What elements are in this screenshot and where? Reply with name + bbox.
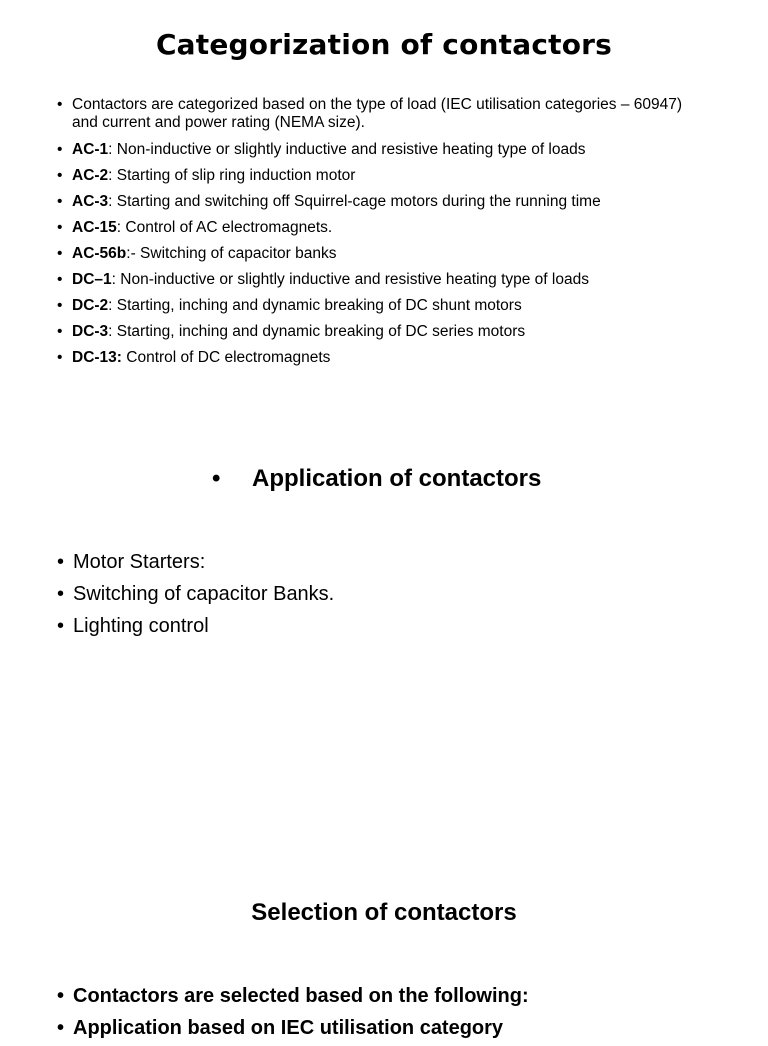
list-item — [56, 322, 696, 341]
category-description: : Non-inductive or slightly inductive and resistive heating type of loads — [111, 271, 589, 288]
list-item — [56, 270, 696, 289]
selection-list — [56, 982, 736, 1046]
list-item — [56, 296, 696, 315]
category-code: AC-2 — [72, 167, 109, 184]
category-description: : Non-inductive or slightly inductive and resistive heating type of loads — [108, 141, 586, 158]
list-item — [56, 140, 696, 159]
category-code: AC-56b — [72, 245, 127, 262]
list-item — [56, 166, 696, 185]
category-description: :- Switching of capacitor banks — [126, 245, 337, 262]
category-description: : Control of AC electromagnets. — [116, 219, 333, 236]
application-list — [56, 548, 696, 644]
category-code: AC-15 — [72, 219, 117, 236]
page-title: Categorization of contactors — [155, 28, 613, 61]
list-item: • Switching of capacitor Banks. — [56, 580, 696, 608]
list-item: • Motor Starters: — [56, 548, 696, 576]
list-item: • Contactors are selected based on the following: — [56, 982, 736, 1010]
list-item — [56, 96, 696, 132]
category-code: DC-3 — [72, 323, 109, 340]
list-item: • Lighting control — [56, 612, 696, 640]
category-description: Control of DC electromagnets — [121, 349, 331, 366]
application-heading — [212, 465, 541, 493]
categorization-list — [56, 96, 696, 374]
category-description: : Starting and switching off Squirrel-cage motors during the running time — [108, 193, 601, 210]
intro-text: Contactors are categorized based on the type of load (IEC utilisation categories – 60947) and current and power rating (NEMA size). — [72, 96, 683, 131]
list-item — [56, 244, 696, 263]
list-item — [56, 192, 696, 211]
selection-heading: Selection of contactors — [251, 899, 517, 926]
category-description: : Starting, inching and dynamic breaking of DC series motors — [108, 323, 526, 340]
bullet-icon: • — [212, 465, 221, 492]
category-description: : Starting of slip ring induction motor — [108, 167, 356, 184]
category-code: AC-3 — [72, 193, 109, 210]
category-code: DC–1 — [72, 271, 112, 288]
category-description: : Starting, inching and dynamic breaking of DC shunt motors — [108, 297, 522, 314]
category-code: DC-2 — [72, 297, 109, 314]
application-heading-text: Application of contactors — [252, 465, 542, 492]
list-item: • Application based on IEC utilisation category — [56, 1014, 736, 1042]
category-code: DC-13: — [72, 349, 122, 366]
category-code: AC-1 — [72, 141, 109, 158]
list-item — [56, 218, 696, 237]
list-item — [56, 348, 696, 367]
